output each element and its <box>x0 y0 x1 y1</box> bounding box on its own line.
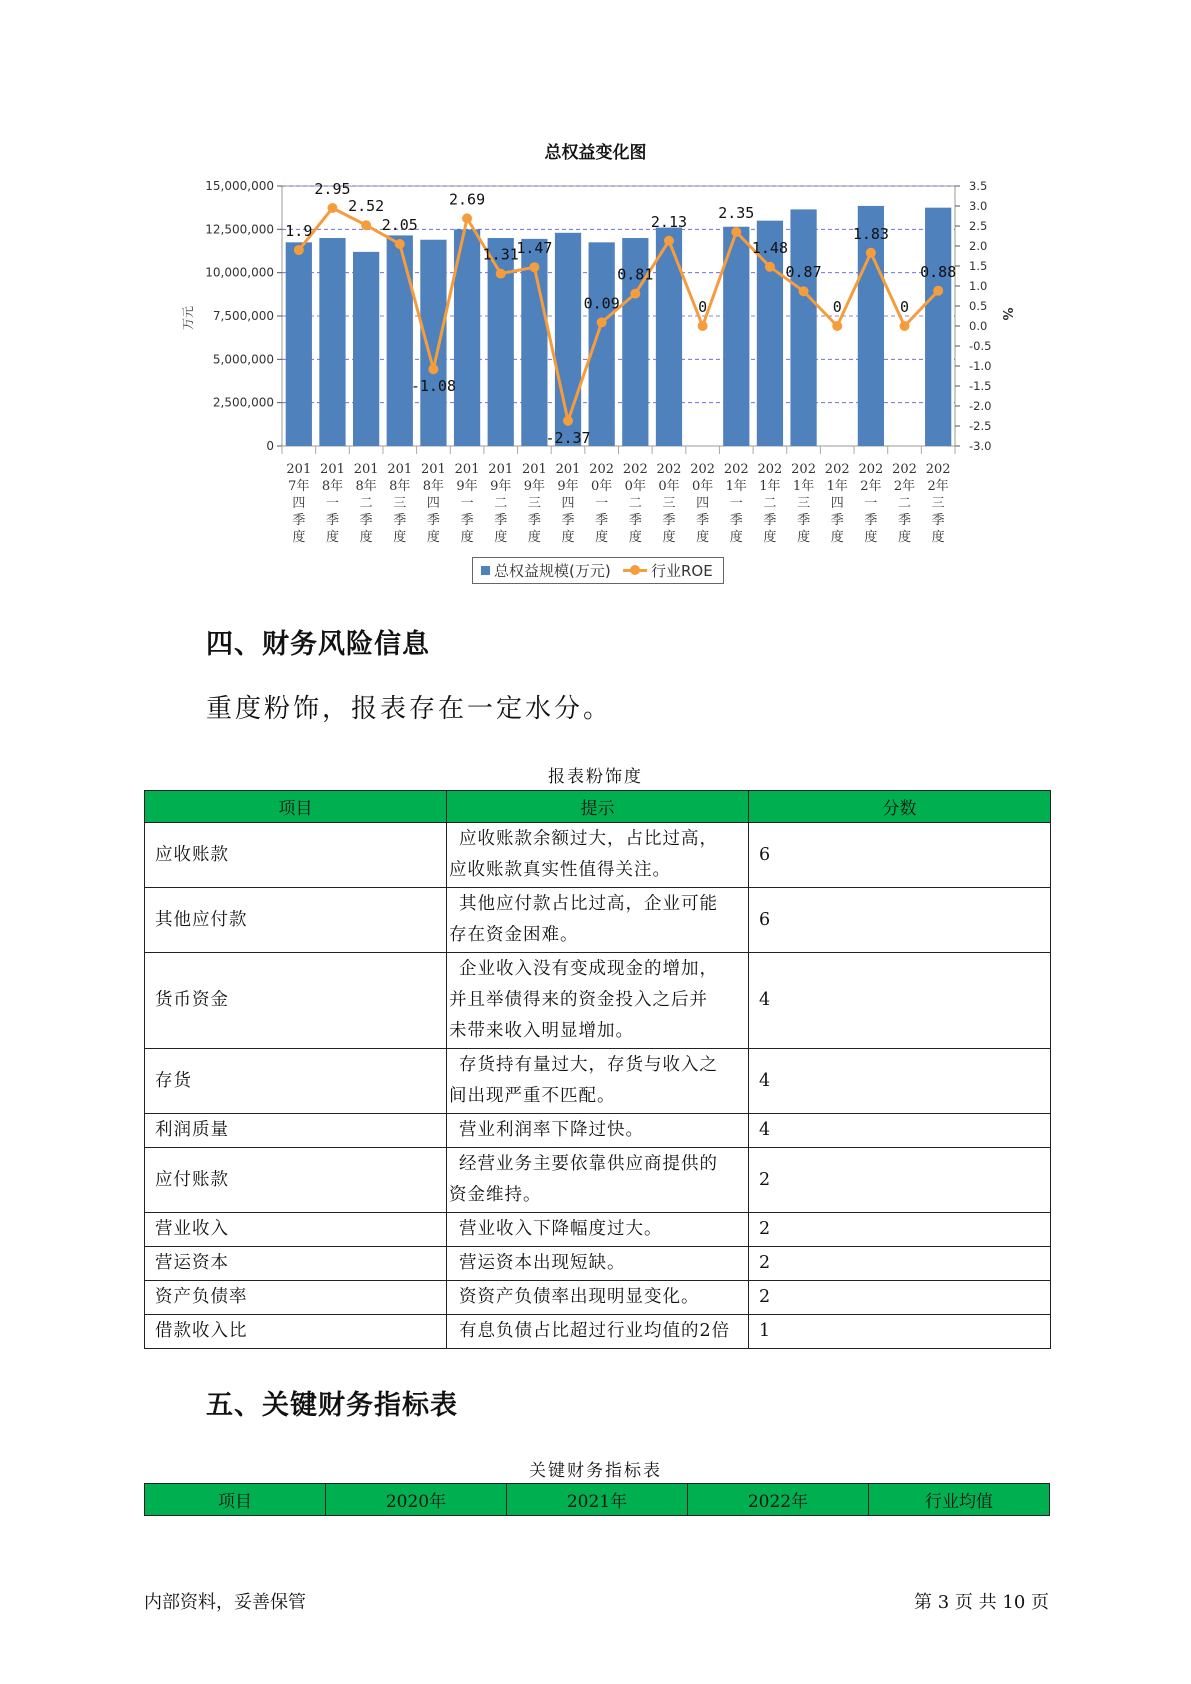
risk-tip-line: 存在资金困难。 <box>449 925 579 945</box>
chart-title: 总权益变化图 <box>544 143 647 163</box>
roe-data-label: 2.52 <box>348 197 385 216</box>
roe-point <box>361 220 371 230</box>
risk-tip-line: 经营业务主要依靠供应商提供的 <box>459 1154 718 1174</box>
risk-tip-line: 应收账款余额过大，占比过高， <box>459 829 718 849</box>
x-category-label: 201 9年四季度 <box>555 462 581 545</box>
risk-item: 应收账款 <box>145 823 447 888</box>
roe-data-label: 1.83 <box>852 224 889 243</box>
bar <box>925 208 951 446</box>
risk-score: 4 <box>749 1049 1051 1114</box>
legend-line-dot <box>630 565 640 575</box>
risk-table <box>144 790 1051 1349</box>
x-category-label: 201 9年二季度 <box>488 462 514 545</box>
risk-tip <box>447 1148 749 1213</box>
risk-item: 存货 <box>145 1049 447 1114</box>
x-category-label: 202 2年二季度 <box>892 462 917 545</box>
risk-tip-line: 并且举债得来的资金投入之后并 <box>449 990 708 1010</box>
x-category-label: 201 8年二季度 <box>353 462 379 545</box>
risk-item: 借款收入比 <box>145 1315 447 1349</box>
roe-data-label: 2.35 <box>718 204 755 222</box>
y-right-tick-label: 1.5 <box>969 259 988 273</box>
y-right-tick-label: -0.5 <box>969 339 992 353</box>
bar <box>353 252 379 446</box>
bar <box>420 240 446 446</box>
col-header-tip: 提示 <box>447 791 749 823</box>
y-right-tick-label: 1.0 <box>969 279 988 293</box>
risk-item: 货币资金 <box>145 953 447 1049</box>
equity-chart <box>0 0 1191 600</box>
table-row <box>145 1114 1051 1148</box>
roe-data-label: 1.9 <box>285 222 313 240</box>
roe-data-label: 0.09 <box>583 294 620 313</box>
x-category-label: 202 0年一季度 <box>589 462 615 545</box>
roe-point <box>529 262 539 272</box>
y-right-tick-label: 3.0 <box>969 199 988 213</box>
legend-bar-swatch <box>481 566 490 575</box>
risk-item: 其他应付款 <box>145 888 447 953</box>
x-category-label: 201 8年三季度 <box>387 462 413 545</box>
risk-tip-line: 营业收入下降幅度过大。 <box>459 1219 663 1239</box>
footer-confidential: 内部资料，妥善保管 <box>144 1592 306 1613</box>
risk-tip-line: 存货持有量过大，存货与收入之 <box>459 1055 718 1075</box>
risk-item: 利润质量 <box>145 1114 447 1148</box>
roe-point <box>765 262 775 272</box>
risk-item: 营运资本 <box>145 1247 447 1281</box>
x-category-label: 201 8年四季度 <box>421 462 446 545</box>
risk-score: 4 <box>749 953 1051 1049</box>
risk-score: 2 <box>749 1281 1051 1315</box>
y-right-tick-label: -2.0 <box>969 399 992 413</box>
risk-tip-line: 未带来收入明显增加。 <box>449 1021 634 1041</box>
y-left-axis-title: 万元 <box>181 305 195 331</box>
y-left-tick-label: 7,500,000 <box>212 309 274 323</box>
risk-item: 资产负债率 <box>145 1281 447 1315</box>
roe-data-label: 0.87 <box>785 263 822 282</box>
bar <box>387 235 413 446</box>
y-right-tick-label: -1.5 <box>969 379 992 393</box>
bar <box>790 209 816 446</box>
x-category-label: 201 7年四季度 <box>286 462 312 545</box>
x-category-label: 201 9年一季度 <box>454 462 480 545</box>
roe-data-label: 2.13 <box>650 212 688 231</box>
kpi-header-2020: 2020年 <box>326 1484 507 1516</box>
risk-tip <box>447 1315 749 1349</box>
roe-data-label: 0 <box>900 298 910 316</box>
roe-data-label: 0 <box>832 298 842 316</box>
roe-data-label: 0.81 <box>617 265 654 284</box>
roe-data-label: 2.95 <box>314 180 351 198</box>
risk-item: 应付账款 <box>145 1148 447 1213</box>
risk-table-caption: 报表粉饰度 <box>548 767 643 787</box>
roe-data-label: 1.48 <box>751 238 788 257</box>
risk-score: 4 <box>749 1114 1051 1148</box>
y-right-tick-label: -1.0 <box>969 359 992 373</box>
risk-tip-line: 有息负债占比超过行业均值的2倍 <box>459 1321 731 1341</box>
roe-point <box>294 245 304 255</box>
x-category-label: 202 1年三季度 <box>791 462 816 545</box>
y-right-tick-label: 2.5 <box>969 219 988 233</box>
col-header-item: 项目 <box>145 791 447 823</box>
risk-score: 2 <box>749 1148 1051 1213</box>
y-left-tick-label: 15,000,000 <box>205 179 274 193</box>
roe-data-label: 0.88 <box>920 262 957 281</box>
risk-tip <box>447 1247 749 1281</box>
roe-point <box>900 321 910 331</box>
risk-tip-line: 营运资本出现短缺。 <box>459 1253 626 1273</box>
section4-heading: 四、财务风险信息 <box>206 629 430 660</box>
table-row <box>145 1315 1051 1349</box>
col-header-score: 分数 <box>749 791 1051 823</box>
kpi-header-industry-avg: 行业均值 <box>869 1484 1050 1516</box>
y-right-tick-label: -2.5 <box>969 419 992 433</box>
table-row <box>145 953 1051 1049</box>
risk-tip-line: 营业利润率下降过快。 <box>459 1120 644 1140</box>
risk-tip <box>447 888 749 953</box>
risk-tip <box>447 823 749 888</box>
roe-data-label: 0 <box>698 298 708 316</box>
roe-point <box>799 286 809 296</box>
y-right-tick-label: 2.0 <box>969 239 988 253</box>
risk-tip <box>447 1281 749 1315</box>
roe-point <box>462 213 472 223</box>
roe-data-label: 1.31 <box>482 245 519 264</box>
y-right-tick-label: 3.5 <box>969 179 988 193</box>
kpi-header-2021: 2021年 <box>507 1484 688 1516</box>
roe-point <box>563 416 573 426</box>
x-category-label: 202 0年三季度 <box>656 462 682 545</box>
table-row <box>145 1213 1051 1247</box>
roe-point <box>597 317 607 327</box>
table-row <box>145 1049 1051 1114</box>
risk-tip-line: 企业收入没有变成现金的增加， <box>459 959 718 979</box>
table-row <box>145 1247 1051 1281</box>
bar <box>589 242 615 446</box>
roe-data-label: 1.47 <box>516 239 553 258</box>
kpi-table-caption: 关键财务指标表 <box>529 1461 662 1481</box>
roe-point <box>698 321 708 331</box>
x-category-label: 202 1年四季度 <box>824 462 850 545</box>
roe-point <box>428 364 438 374</box>
roe-point <box>832 321 842 331</box>
risk-score: 6 <box>749 888 1051 953</box>
section5-heading: 五、关键财务指标表 <box>206 1390 458 1421</box>
risk-tip <box>447 1114 749 1148</box>
bar <box>319 238 345 446</box>
x-category-label: 201 9年三季度 <box>521 462 547 545</box>
chart-legend <box>472 557 724 584</box>
roe-point <box>496 269 506 279</box>
kpi-header-2022: 2022年 <box>688 1484 869 1516</box>
table-row <box>145 888 1051 953</box>
roe-point <box>866 248 876 258</box>
x-category-label: 201 8年一季度 <box>320 462 345 545</box>
risk-tip <box>447 953 749 1049</box>
legend-bar-label: 总权益规模(万元) <box>494 562 611 580</box>
roe-data-label: 2.69 <box>449 190 486 209</box>
x-category-label: 202 1年一季度 <box>723 462 749 545</box>
roe-point <box>933 286 943 296</box>
risk-tip-line: 资金维持。 <box>449 1185 542 1205</box>
roe-data-label: -2.37 <box>545 428 591 447</box>
risk-tip-line: 资资产负债率出现明显变化。 <box>459 1287 700 1307</box>
roe-point <box>664 236 674 246</box>
risk-score: 2 <box>749 1247 1051 1281</box>
y-left-tick-label: 2,500,000 <box>212 395 274 410</box>
y-left-tick-label: 0 <box>266 439 274 453</box>
risk-tip-line: 应收账款真实性值得关注。 <box>449 860 671 880</box>
risk-item: 营业收入 <box>145 1213 447 1247</box>
roe-point <box>630 289 640 299</box>
y-left-tick-label: 10,000,000 <box>205 265 274 280</box>
roe-data-label: -1.08 <box>410 377 457 396</box>
risk-summary: 重度粉饰，报表存在一定水分。 <box>206 694 613 724</box>
y-right-tick-label: 0.5 <box>969 299 988 313</box>
risk-score: 2 <box>749 1213 1051 1247</box>
risk-score: 6 <box>749 823 1051 888</box>
y-right-tick-label: 0.0 <box>969 319 988 333</box>
table-row <box>145 1281 1051 1315</box>
risk-tip-line: 间出现严重不匹配。 <box>449 1086 616 1106</box>
x-category-label: 202 2年一季度 <box>858 462 884 545</box>
risk-tip <box>447 1213 749 1247</box>
risk-tip <box>447 1049 749 1114</box>
x-category-label: 202 0年四季度 <box>690 462 716 545</box>
roe-point <box>731 227 741 237</box>
y-left-tick-label: 12,500,000 <box>205 222 274 237</box>
x-category-label: 202 2年三季度 <box>925 462 951 545</box>
risk-score: 1 <box>749 1315 1051 1349</box>
x-category-label: 202 0年二季度 <box>622 462 648 545</box>
roe-point <box>395 239 405 249</box>
y-right-axis-title: % <box>999 307 1014 321</box>
bar <box>286 242 312 446</box>
kpi-header-item: 项目 <box>145 1484 326 1516</box>
risk-tip-line: 其他应付款占比过高，企业可能 <box>459 894 718 914</box>
roe-data-label: 2.05 <box>381 216 418 234</box>
footer-page-number: 第 3 页 共 10 页 <box>914 1592 1049 1613</box>
legend-line-label: 行业ROE <box>651 562 713 580</box>
roe-point <box>327 203 337 213</box>
y-right-tick-label: -3.0 <box>969 439 992 453</box>
x-category-label: 202 1年二季度 <box>757 462 783 545</box>
y-left-tick-label: 5,000,000 <box>212 352 274 367</box>
kpi-table <box>144 1483 1050 1516</box>
table-row <box>145 823 1051 888</box>
table-row <box>145 1148 1051 1213</box>
